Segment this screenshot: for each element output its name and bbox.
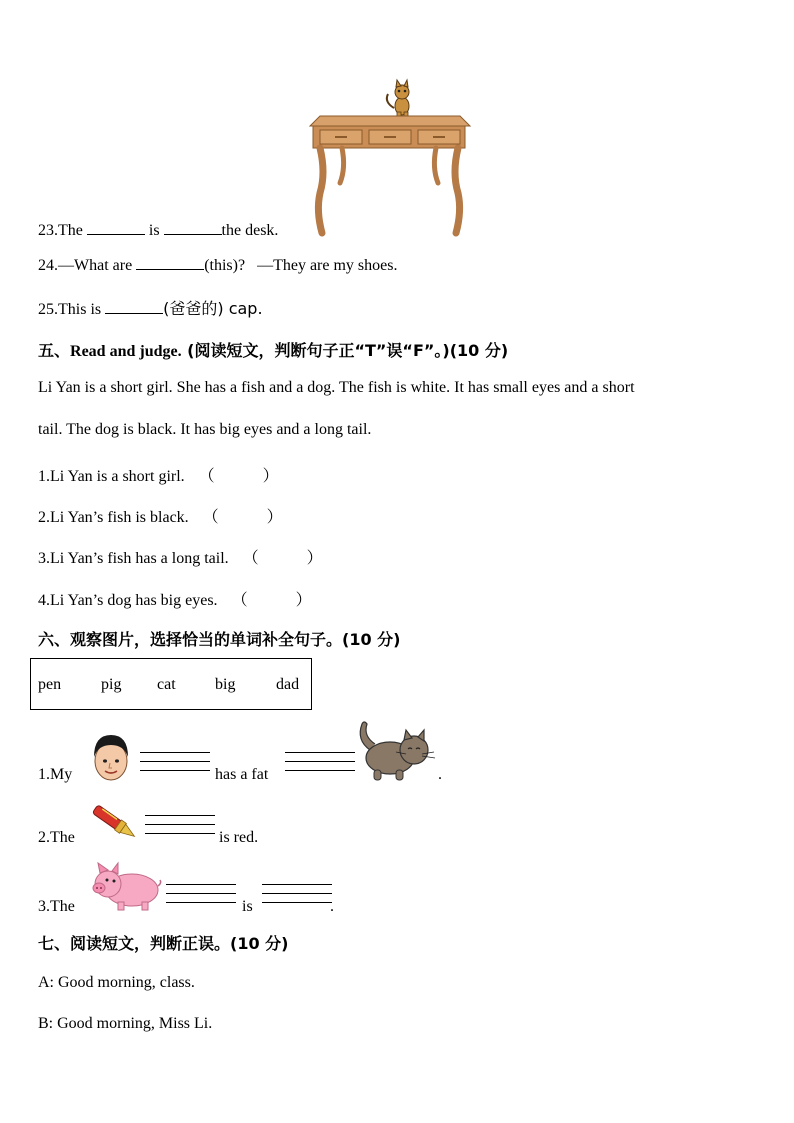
question-text: 25.This is	[38, 301, 102, 318]
question-25	[38, 296, 263, 319]
sentence-1-middle: has a fat	[215, 766, 269, 783]
passage-line-2: tail. The dog is black. It has big eyes and a long tail.	[38, 421, 372, 438]
question-text: —They are my shoes.	[257, 257, 398, 274]
answer-parentheses[interactable]: （ ）	[242, 548, 323, 567]
word-bank-item: dad	[276, 676, 300, 693]
sentence-1-start: 1.My	[38, 766, 73, 783]
sentence-3-start: 3.The	[38, 898, 75, 915]
answer-parentheses[interactable]: （ ）	[231, 590, 312, 609]
sentence-1-end: .	[438, 766, 442, 783]
question-24	[38, 255, 397, 275]
judge-item: 1.Li Yan is a short girl. （ ）	[38, 466, 279, 485]
answer-blank[interactable]	[105, 299, 163, 314]
sentence-2-end: is red.	[219, 829, 259, 846]
desk-with-cat-illustration	[308, 80, 473, 235]
answer-blank[interactable]	[164, 220, 222, 235]
sentence-2-start: 2.The	[38, 829, 75, 846]
fat-cat-icon	[352, 720, 438, 782]
word-bank-item: cat	[157, 676, 176, 693]
answer-parentheses[interactable]: （ ）	[198, 466, 279, 485]
answer-lines[interactable]	[166, 884, 236, 911]
answer-lines[interactable]	[285, 752, 355, 779]
answer-lines[interactable]	[145, 815, 215, 842]
answer-lines[interactable]	[262, 884, 332, 911]
answer-blank[interactable]	[136, 255, 204, 270]
small-cat-icon	[387, 80, 409, 118]
pen-icon	[88, 802, 142, 846]
judge-item: 3.Li Yan’s fish has a long tail. （ ）	[38, 548, 323, 567]
passage-line-1: Li Yan is a short girl. She has a fish and a dog. The fish is white. It has small eyes and a short	[38, 379, 635, 396]
judge-item: 4.Li Yan’s dog has big eyes. （ ）	[38, 590, 312, 609]
question-text: (this)?	[204, 257, 246, 274]
question-text: The	[58, 222, 83, 239]
man-face-icon	[88, 733, 134, 783]
pig-icon	[90, 860, 162, 912]
sentence-3-middle: is	[242, 898, 253, 915]
sentence-3-end: .	[330, 898, 334, 915]
dialogue-line-a: A: Good morning, class.	[38, 974, 195, 991]
question-text: the desk.	[221, 222, 279, 239]
word-bank-box	[30, 658, 312, 710]
judge-item: 2.Li Yan’s fish is black. （ ）	[38, 507, 283, 526]
question-number: 23.	[38, 222, 58, 239]
question-text: 24.—What are	[38, 257, 133, 274]
word-bank-item: big	[215, 676, 236, 693]
word-bank-item: pen	[38, 676, 62, 693]
answer-lines[interactable]	[140, 752, 210, 779]
answer-blank[interactable]	[87, 220, 145, 235]
word-bank-item: pig	[101, 676, 122, 693]
question-text: (爸爸的) cap.	[163, 299, 263, 318]
question-23	[38, 220, 278, 240]
section-5-heading: 五、Read and judge. (阅读短文，判断句子正“T”误“F”。)(10 分)	[38, 341, 509, 360]
question-text: is	[148, 222, 160, 239]
answer-parentheses[interactable]: （ ）	[202, 507, 283, 526]
section-6-heading: 六、观察图片，选择恰当的单词补全句子。(10 分)	[38, 630, 401, 649]
dialogue-line-b: B: Good morning, Miss Li.	[38, 1015, 213, 1032]
section-7-heading: 七、阅读短文，判断正误。(10 分)	[38, 934, 289, 953]
